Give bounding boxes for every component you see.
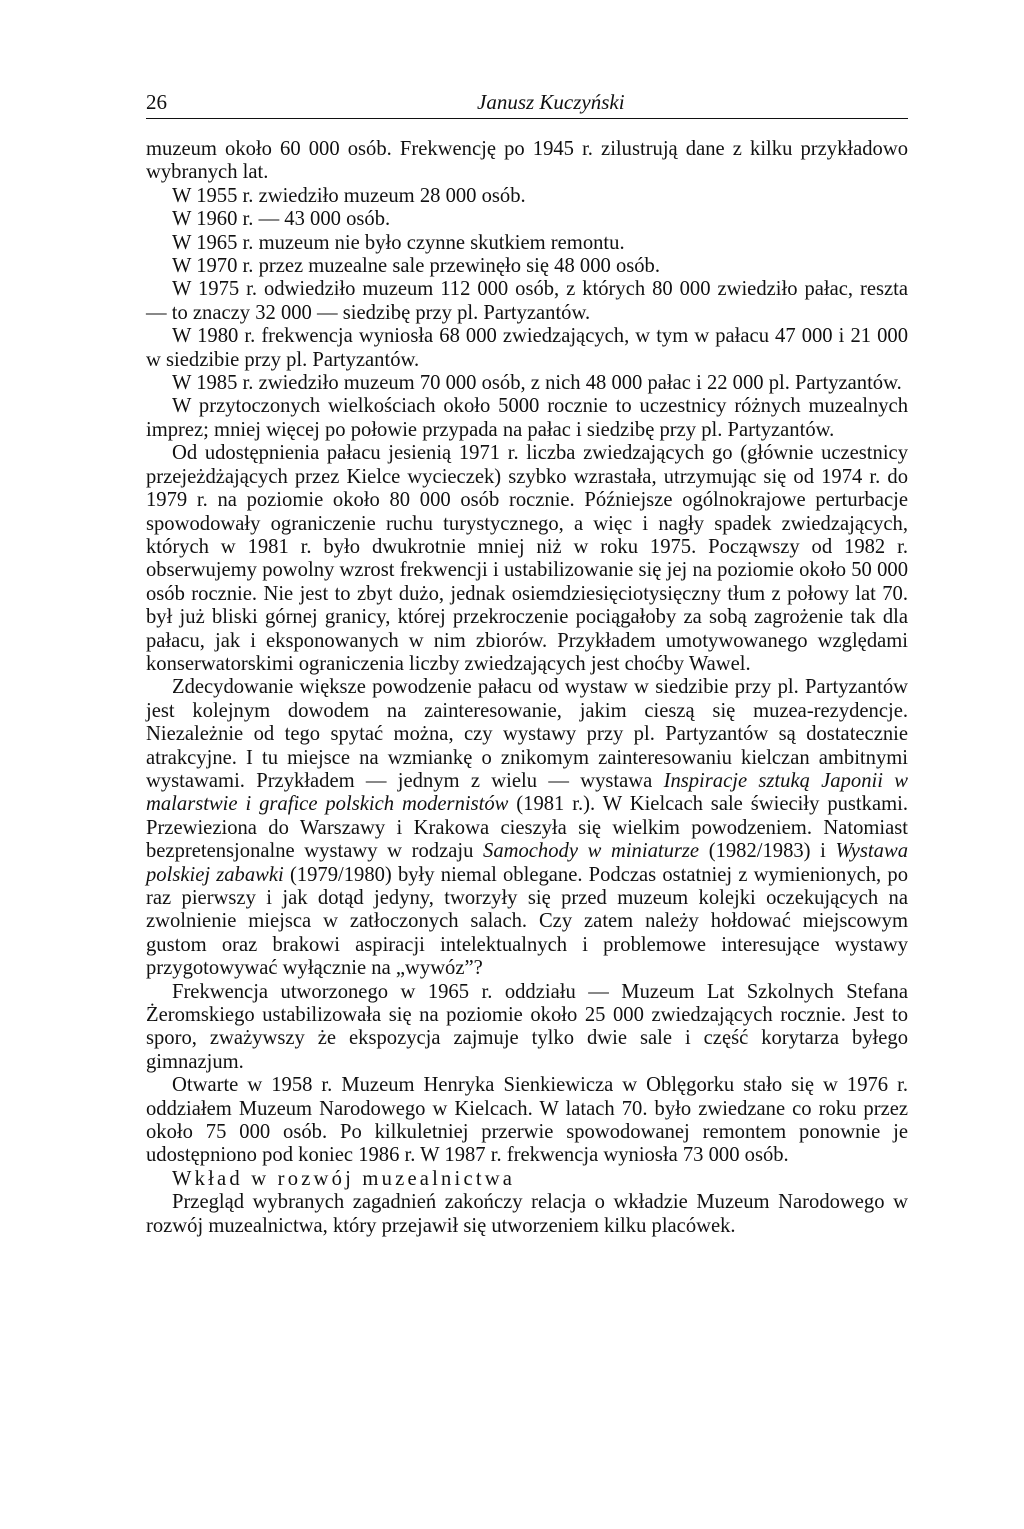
- paragraph: Od udostępnienia pałacu jesienią 1971 r. liczba zwiedzających go (głównie uczestnicy przejeżdżających przez Kielce wycieczek) szybko wzrastała, utrzymując się od 1974 r. do 1979 r. na poziomie około 80 000 osób rocznie. Późniejsze ogólnokrajowe perturbacje spowodowały ograniczenie ruchu turystycznego, a więc i nagły spadek zwiedzających, których w 1981 r. było dwukrotnie mniej niż w roku 1975. Począwszy od 1982 r. obserwujemy powolny wzrost frekwencji i ustabilizowanie się jej na poziomie około 50 000 osób rocznie. Nie jest to zbyt dużo, jednak osiemdziesięciotysięczny tłum z połowy lat 70. był już bliski górnej granicy, której przekroczenie pociągałoby za sobą zagrożenie tak dla pałacu, jak i eksponowanych w nim zbiorów. Przykładem umotywowanego względami konserwatorskimi ograniczenia liczby zwiedzających jest choćby Wawel.: [146, 442, 908, 675]
- paragraph: Otwarte w 1958 r. Muzeum Henryka Sienkiewicza w Oblęgorku stało się w 1976 r. oddziałem Muzeum Narodowego w Kielcach. W latach 70. było zwiedzane co roku przez około 75 000 osób. Po kilkuletniej przerwie spowodowanej remontem ponownie je udostępniono pod koniec 1986 r. W 1987 r. frekwencja wyniosła 73 000 osób.: [146, 1074, 908, 1167]
- paragraph: Frekwencja utworzonego w 1965 r. oddziału — Muzeum Lat Szkolnych Stefana Żeromskiego ustabilizowała się na poziomie około 25 000 zwiedzających rocznie. Jest to sporo, zważywszy że ekspozycja zajmuje tylko dwie sale i część korytarza byłego gimnazjum.: [146, 980, 908, 1073]
- paragraph: W przytoczonych wielkościach około 5000 rocznie to uczestnicy różnych muzealnych imprez; mniej więcej po połowie przypada na pałac i siedzibę przy pl. Partyzantów.: [146, 395, 908, 441]
- paragraph: W 1960 r. — 43 000 osób.: [172, 208, 391, 231]
- paragraph: W 1970 r. przez muzealne sale przewinęło się 48 000 osób.: [172, 255, 660, 278]
- paragraph: W 1955 r. zwiedziło muzeum 28 000 osób.: [172, 184, 526, 207]
- running-header: [146, 88, 908, 119]
- exhibition-title: Inspiracje sztuką Japonii w malarstwie i grafice polskich modernistów: [146, 769, 908, 816]
- paragraph: muzeum około 60 000 osób. Frekwencję po 1945 r. zilustrują dane z kilku przykładowo wybranych lat.: [146, 138, 908, 184]
- text-run: Zdecydowanie większe powodzenie pałacu od wystaw w siedzibie przy pl. Partyzantów jest kolejnym dowodem na zainteresowanie, jakim cieszą się muzea-rezydencje. Niezależnie od tego spytać można, czy wystawy przy pl. Partyzantów są dostatecznie atrakcyjne. I tu miejsce na wzmiankę o znikomym zainteresowaniu kielczan ambitnymi wystawami. Przykładem — jednym z wielu — wystawa: [146, 676, 908, 792]
- text-run: (1982/1983) i: [699, 840, 836, 863]
- book-page: [146, 88, 908, 1238]
- text-run: (1981 r.). W Kielcach sale świeciły pustkami. Przewieziona do Warszawy i Krakowa cieszyła się wielkim powodzeniem. Natomiast bezpretensjonalne wystawy w rodzaju: [146, 793, 908, 863]
- paragraph: W 1975 r. odwiedziło muzeum 112 000 osób, z których 80 000 zwiedziło pałac, reszta — to znaczy 32 000 — siedzibę przy pl. Partyzantów.: [146, 278, 908, 324]
- exhibition-title: Wystawa polskiej zabawki: [146, 840, 908, 886]
- body-text: [146, 138, 908, 1238]
- paragraph: Przegląd wybranych zagadnień zakończy relacja o wkładzie Muzeum Narodowego w rozwój muzealnictwa, który przejawił się utworzeniem kilku placówek.: [146, 1191, 908, 1237]
- running-head-author: Janusz Kuczyński: [477, 90, 625, 114]
- section-heading: Wkład w rozwój muzealnictwa: [172, 1167, 516, 1190]
- paragraph: W 1965 r. muzeum nie było czynne skutkiem remontu.: [172, 231, 625, 254]
- page-number: 26: [146, 90, 167, 114]
- text-run: (1979/1980) były niemal oblegane. Podczas ostatniej z wymienionych, po raz pierwszy i jak dotąd jedyny, tworzyły się przed muzeum kolejki oczekujących na zwolnienie miejsca w zatłoczonych salach. Czy zatem należy hołdować miejscowym gustom oraz brakowi aspiracji intelektualnych i problemowe interesujące wystawy przygotowywać wyłącznie na „wywóz”?: [146, 863, 908, 980]
- paragraph: W 1980 r. frekwencja wyniosła 68 000 zwiedzających, w tym w pałacu 47 000 i 21 000 w siedzibie przy pl. Partyzantów.: [146, 325, 908, 371]
- paragraph: W 1985 r. zwiedziło muzeum 70 000 osób, z nich 48 000 pałac i 22 000 pl. Partyzantów.: [172, 372, 902, 395]
- exhibition-title: Samochody w miniaturze: [483, 840, 700, 863]
- paragraph: [146, 676, 908, 980]
